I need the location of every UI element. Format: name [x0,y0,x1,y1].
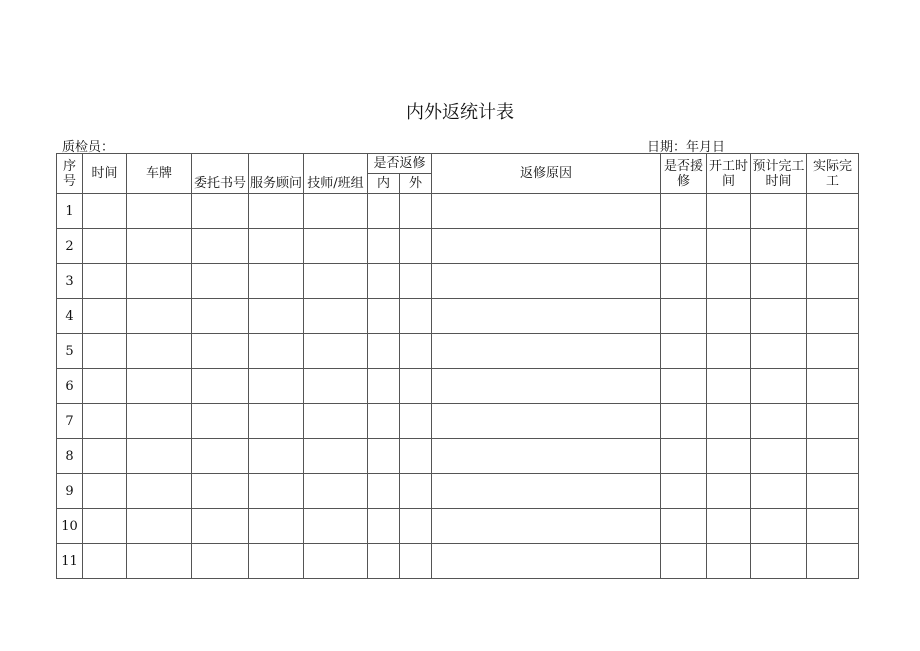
inspector-label: 质检员： [62,140,115,155]
date-label: 日期：年月日 [647,140,726,155]
header-time: 时间 [83,154,127,194]
table-cell [368,474,400,509]
table-cell [707,194,751,229]
table-cell [807,509,859,544]
table-cell [400,509,432,544]
table-cell [249,334,304,369]
table-cell [83,439,127,474]
table-cell [707,369,751,404]
table-cell [661,334,707,369]
header-planned: 预计完工时间 [751,154,807,194]
table-cell [304,544,368,579]
table-cell [400,229,432,264]
table-cell [400,299,432,334]
table-cell [127,509,192,544]
table-cell [707,264,751,299]
header-tech: 技师/班组 [304,154,368,194]
table-cell [807,194,859,229]
table-cell [249,439,304,474]
table-cell [127,299,192,334]
header-plate: 车牌 [127,154,192,194]
table-cell [83,194,127,229]
table-cell [192,229,249,264]
table-cell [751,439,807,474]
table-cell [83,474,127,509]
table-cell [707,299,751,334]
table-cell [707,334,751,369]
table-cell [661,264,707,299]
table-row [57,544,859,579]
table-row [57,299,859,334]
table-cell [304,229,368,264]
table-cell [83,369,127,404]
table-cell [661,299,707,334]
table-cell [400,334,432,369]
table-cell [249,544,304,579]
table-row [57,369,859,404]
table-cell [192,474,249,509]
table-cell [400,439,432,474]
table-cell [751,229,807,264]
table-cell [304,439,368,474]
table-cell [83,404,127,439]
table-cell [707,439,751,474]
table-cell [368,264,400,299]
table-cell [249,264,304,299]
table-cell [432,544,661,579]
table-cell [368,299,400,334]
header-reason: 返修原因 [432,154,661,194]
table-cell [807,369,859,404]
row-number: 8 [57,439,83,474]
table-cell [368,334,400,369]
table-cell [807,229,859,264]
table-cell [432,299,661,334]
table-cell [368,229,400,264]
table-cell [127,474,192,509]
table-cell [127,229,192,264]
table-cell [368,194,400,229]
table-cell [83,544,127,579]
table-cell [432,369,661,404]
row-number: 7 [57,404,83,439]
table-cell [127,404,192,439]
header-advisor: 服务顾问 [249,154,304,194]
table-cell [807,264,859,299]
table-row [57,334,859,369]
row-number: 6 [57,369,83,404]
table-cell [751,474,807,509]
table-cell [661,194,707,229]
table-cell [432,334,661,369]
table-cell [432,509,661,544]
table-cell [127,194,192,229]
table-cell [432,474,661,509]
table-cell [432,264,661,299]
table-cell [249,474,304,509]
table-cell [304,299,368,334]
table-row [57,229,859,264]
table-cell [400,264,432,299]
table-cell [807,439,859,474]
table-row [57,404,859,439]
header-start: 开工时间 [707,154,751,194]
header-outer: 外 [400,174,432,194]
table-cell [751,369,807,404]
table-cell [432,229,661,264]
table-cell [304,474,368,509]
table-cell [83,229,127,264]
table-cell [304,334,368,369]
table-cell [127,334,192,369]
table-cell [368,439,400,474]
table-cell [400,194,432,229]
table-cell [368,509,400,544]
table-cell [707,229,751,264]
table-body [57,194,859,579]
table-cell [751,404,807,439]
table-cell [751,299,807,334]
table-cell [83,334,127,369]
table-cell [707,404,751,439]
row-number: 1 [57,194,83,229]
table-cell [368,544,400,579]
table-cell [304,369,368,404]
table-cell [304,264,368,299]
table-cell [807,544,859,579]
table-cell [661,474,707,509]
table-cell [192,369,249,404]
row-number: 5 [57,334,83,369]
table-cell [249,299,304,334]
table-cell [661,439,707,474]
table-cell [661,509,707,544]
table-cell [249,404,304,439]
header-is-rework: 是否返修 [368,154,432,174]
table-cell [807,334,859,369]
table-cell [807,299,859,334]
table-cell [127,544,192,579]
table-cell [192,264,249,299]
table-cell [192,544,249,579]
table-cell [192,194,249,229]
table-cell [304,509,368,544]
table-cell [249,509,304,544]
table-cell [661,544,707,579]
table-cell [192,509,249,544]
page-title: 内外返统计表 [406,102,514,123]
table-cell [661,229,707,264]
table-cell [368,369,400,404]
table-cell [707,474,751,509]
table-cell [751,509,807,544]
table-cell [249,369,304,404]
table-cell [432,194,661,229]
table-cell [661,369,707,404]
header-actual: 实际完工 [807,154,859,194]
header-assist: 是否援修 [661,154,707,194]
row-number: 3 [57,264,83,299]
table-cell [127,369,192,404]
table-cell [304,404,368,439]
table-cell [661,404,707,439]
table-cell [83,509,127,544]
table-cell [368,404,400,439]
table-cell [83,264,127,299]
table-cell [400,474,432,509]
row-number: 11 [57,544,83,579]
table-cell [432,439,661,474]
table-cell [192,334,249,369]
table-cell [83,299,127,334]
table-cell [304,194,368,229]
header-inner: 内 [368,174,400,194]
table-row [57,264,859,299]
table-row [57,194,859,229]
table-cell [192,404,249,439]
row-number: 9 [57,474,83,509]
table-cell [432,404,661,439]
table-cell [400,369,432,404]
table-row [57,509,859,544]
row-number: 10 [57,509,83,544]
table-cell [751,264,807,299]
table-cell [807,404,859,439]
table-cell [400,404,432,439]
row-number: 4 [57,299,83,334]
table-cell [807,474,859,509]
table-cell [192,439,249,474]
table-cell [249,194,304,229]
table-row [57,439,859,474]
table-cell [751,334,807,369]
row-number: 2 [57,229,83,264]
header-seq: 序号 [57,154,83,194]
table-cell [127,264,192,299]
table-cell [127,439,192,474]
rework-table [56,153,859,579]
table-cell [751,194,807,229]
table-cell [400,544,432,579]
table-cell [249,229,304,264]
table-cell [751,544,807,579]
header-order: 委托书号 [192,154,249,194]
table-cell [192,299,249,334]
table-cell [707,544,751,579]
table-cell [707,509,751,544]
table-row [57,474,859,509]
